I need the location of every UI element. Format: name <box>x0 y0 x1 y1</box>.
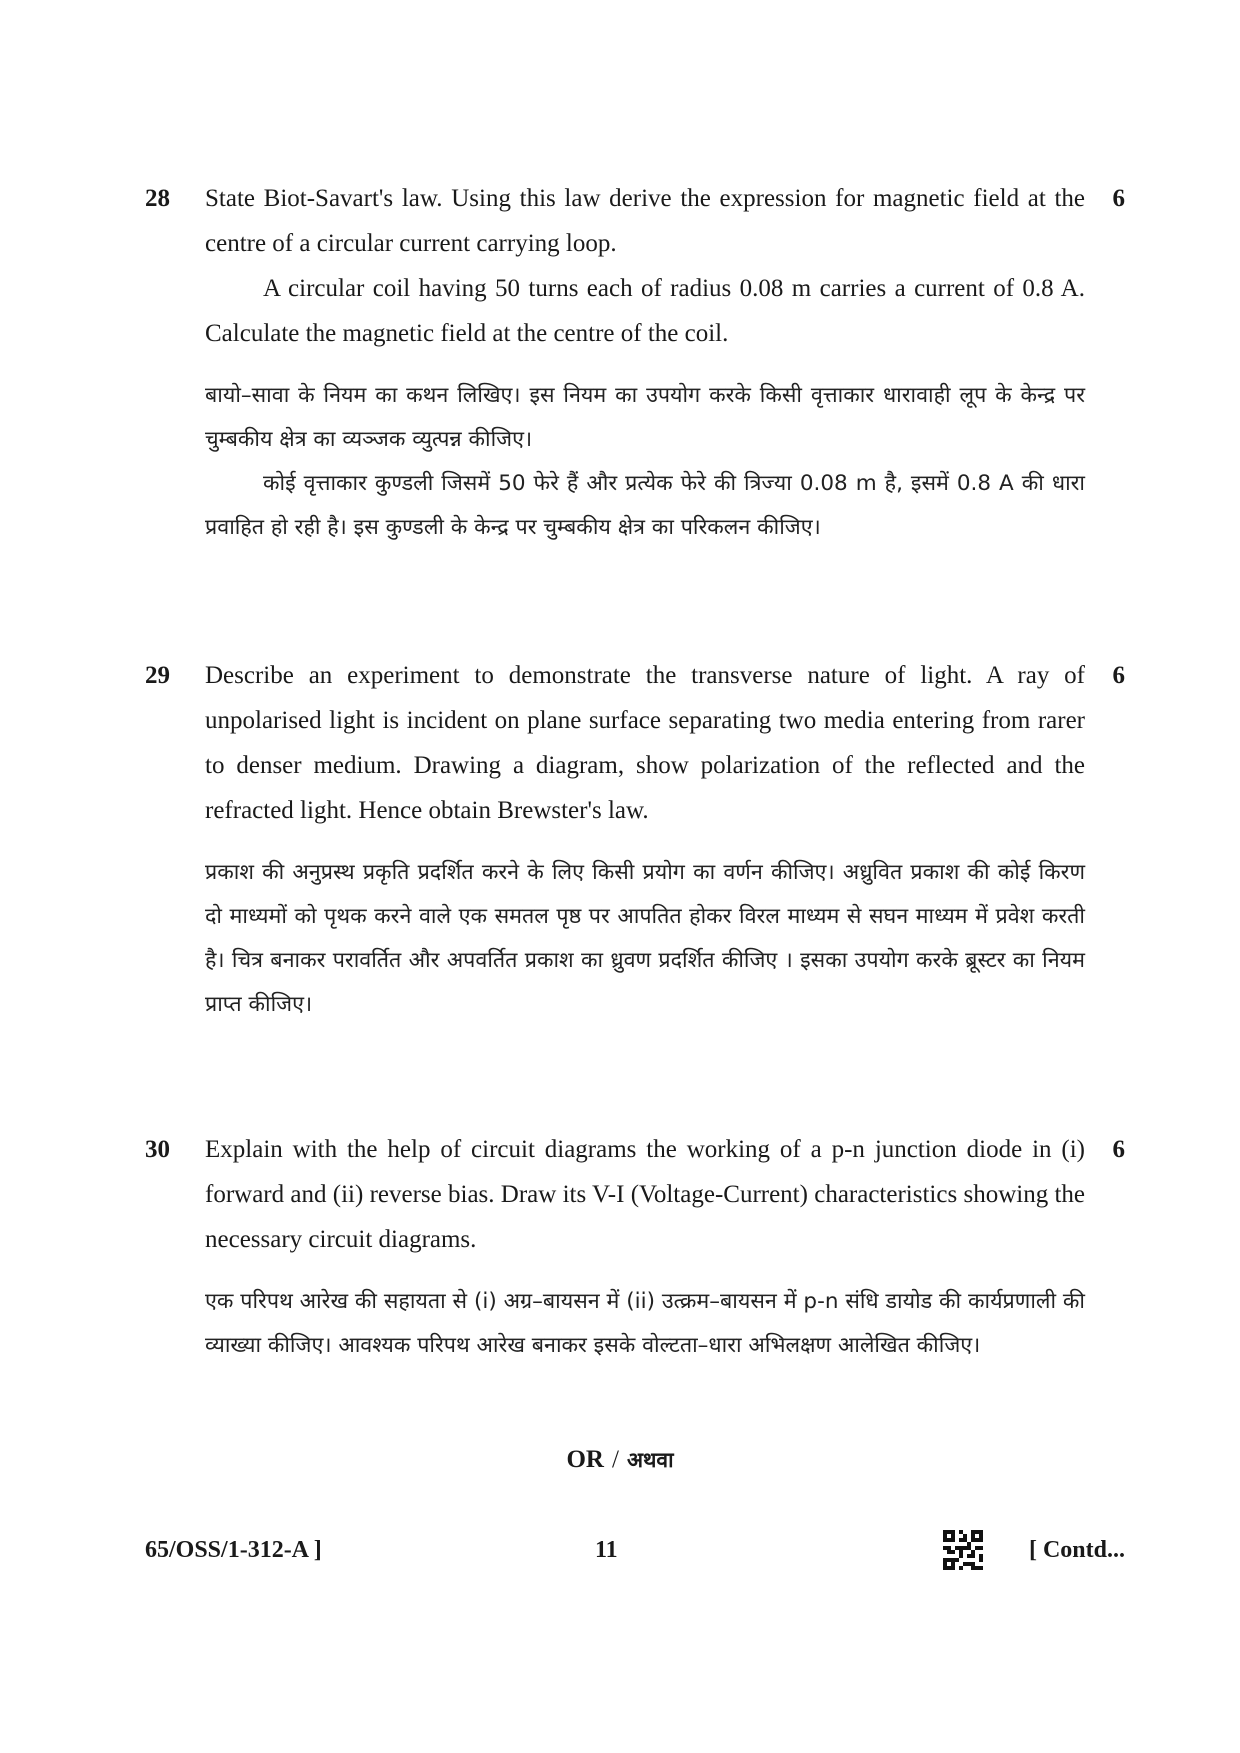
question-30 <box>145 1127 1125 1368</box>
page-number: 11 <box>595 1537 618 1563</box>
continued-label: [ Contd... <box>1028 1537 1125 1563</box>
question-body <box>205 653 1085 1027</box>
or-separator <box>0 1446 1240 1474</box>
question-body <box>205 1127 1085 1368</box>
or-slash: / <box>611 1446 619 1473</box>
or-text-hi: अथवा <box>626 1448 674 1472</box>
question-body <box>205 176 1085 550</box>
qr-code-icon <box>943 1530 983 1570</box>
question-text-hi: एक परिपथ आरेख की सहायता से (i) अग्र–बायसन में (ii) उत्क्रम–बायसन में p-n संधि डायोड की कार्यप्रणाली की व्याख्या कीजिए। आवश्यक परिपथ आरेख बनाकर इसके वोल्टता–धारा अभिलक्षण आलेखित कीजिए। <box>205 1289 1085 1358</box>
question-number: 28 <box>145 185 170 212</box>
paper-code: 65/OSS/1-312-A ] <box>145 1537 322 1563</box>
question-text-hi: प्रकाश की अनुप्रस्थ प्रकृति प्रदर्शित करने के लिए किसी प्रयोग का वर्णन कीजिए। अध्रुवित प्रकाश की कोई किरण दो माध्यमों को पृथक करने वाले एक समतल पृष्ठ पर आपतित होकर विरल माध्यम से सघन माध्यम में प्रवेश करती है। चित्र बनाकर परावर्तित और अपवर्तित प्रकाश का ध्रुवण प्रदर्शित कीजिए । इसका उपयोग करके ब्रूस्टर का नियम प्राप्त कीजिए। <box>205 860 1085 1017</box>
question-text-en: Describe an experiment to demonstrate the transverse nature of light. A ray of unpolarised light is incident on plane surface separating two media entering from rarer to denser medium. Drawing a diagram, show polarization of the reflected and the refracted light. Hence obtain Brewster's law. <box>205 662 1085 824</box>
question-29 <box>145 653 1125 1027</box>
question-text-hi: कोई वृत्ताकार कुण्डली जिसमें 50 फेरे हैं और प्रत्येक फेरे की त्रिज्या 0.08 m है, इसमें 0.8 A की धारा प्रवाहित हो रही है। इस कुण्डली के केन्द्र पर चुम्बकीय क्षेत्र का परिकलन कीजिए। <box>205 471 1085 540</box>
question-marks: 6 <box>1112 185 1125 212</box>
question-marks: 6 <box>1112 662 1125 689</box>
question-28 <box>145 176 1125 550</box>
question-text-en: State Biot-Savart's law. Using this law derive the expression for magnetic field at the centre of a circular current carrying loop. <box>205 185 1085 257</box>
or-text-en: OR <box>566 1446 604 1473</box>
page-footer <box>145 1530 1125 1570</box>
question-text-hi: बायो–सावा के नियम का कथन लिखिए। इस नियम का उपयोग करके किसी वृत्ताकार धारावाही लूप के केन्द्र पर चुम्बकीय क्षेत्र का व्यञ्जक व्युत्पन्न कीजिए। <box>205 383 1085 452</box>
question-text-en: A circular coil having 50 turns each of radius 0.08 m carries a current of 0.8 A. Calculate the magnetic field at the centre of the coil. <box>205 275 1085 347</box>
question-number: 30 <box>145 1136 170 1163</box>
question-text-en: Explain with the help of circuit diagrams the working of a p-n junction diode in (i) forward and (ii) reverse bias. Draw its V-I (Voltage-Current) characteristics showing the necessary circuit diagrams. <box>205 1136 1085 1253</box>
question-number: 29 <box>145 662 170 689</box>
question-marks: 6 <box>1112 1136 1125 1163</box>
